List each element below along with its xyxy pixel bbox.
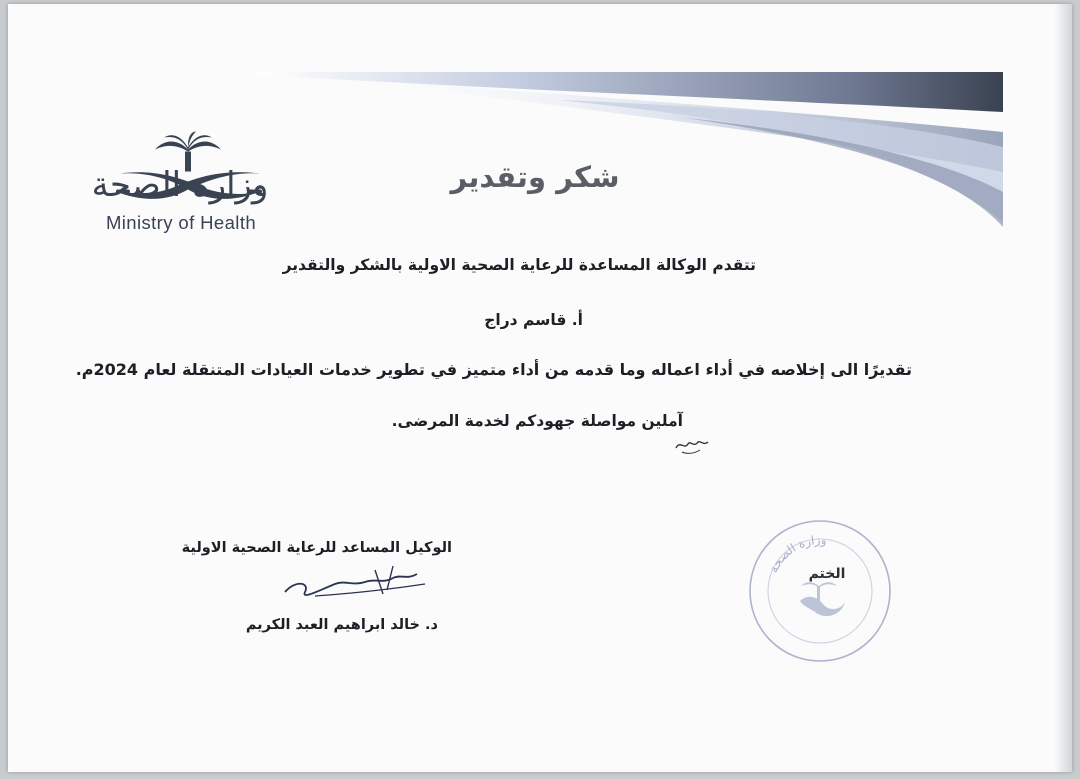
signatory-title: الوكيل المساعد للرعاية الصحية الاولية xyxy=(181,540,452,556)
intro-line: تتقدم الوكالة المساعدة للرعاية الصحية الاولية بالشكر والتقدير xyxy=(282,256,756,274)
stamp-label: الختم xyxy=(808,566,846,582)
recipient-name: أ. قاسم دراج xyxy=(484,311,583,329)
initials-mark xyxy=(672,430,712,456)
page-edge-shadow xyxy=(1054,4,1072,772)
signature-mark xyxy=(275,560,435,610)
appreciation-line: تقديرًا الى إخلاصه في أداء اعماله وما قدمه من أداء متميز في تطوير خدمات العيادات المتنقلة لعام 2024م. xyxy=(75,360,912,379)
signatory-name: د. خالد ابراهيم العبد الكريم xyxy=(245,617,438,633)
header-ribbon xyxy=(258,72,1008,232)
certificate-page xyxy=(8,4,1072,772)
ministry-name-arabic: وزارة الصحة xyxy=(91,165,269,205)
certificate-title: شكر وتقدير xyxy=(450,160,620,194)
closing-line: آملين مواصلة جهودكم لخدمة المرضى. xyxy=(391,412,683,430)
stamp-ring-text: وزارة الصحة xyxy=(766,532,828,575)
ministry-name-english: Ministry of Health xyxy=(105,212,257,233)
official-stamp xyxy=(745,516,895,666)
